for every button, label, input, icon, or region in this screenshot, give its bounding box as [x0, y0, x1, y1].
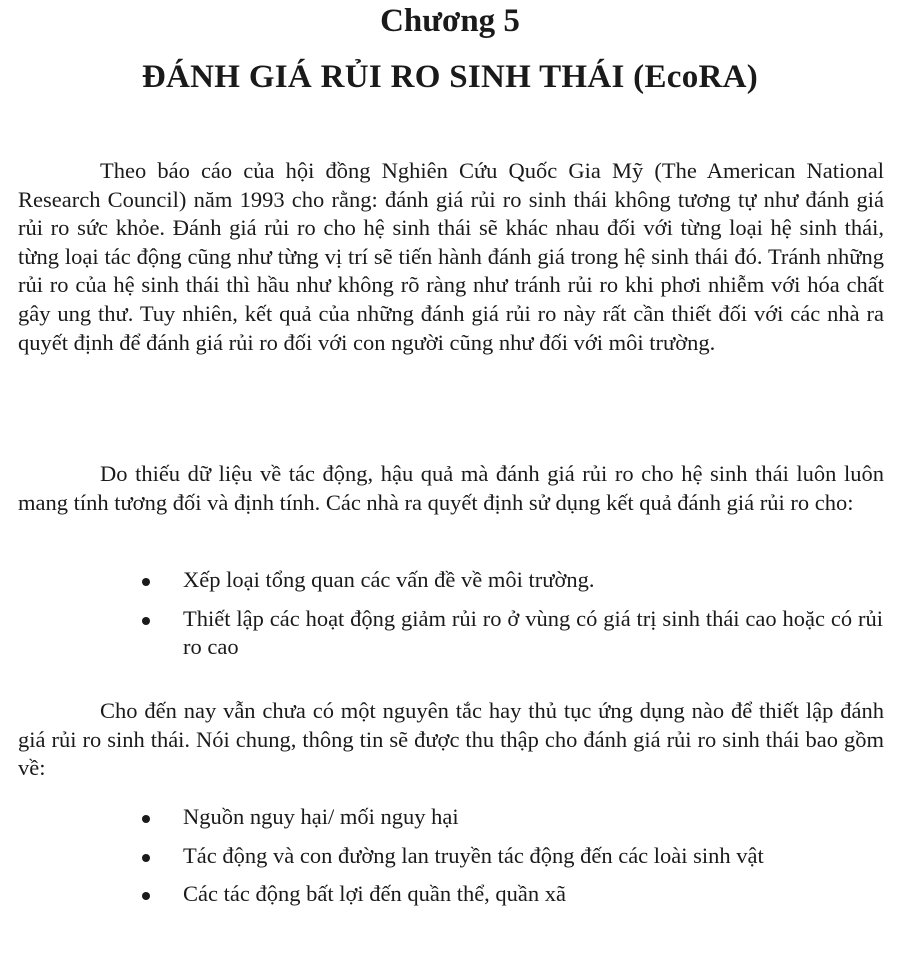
list-item-text: Tác động và con đường lan truyền tác động đến các loài sinh vật [183, 842, 764, 868]
list-item [0, 842, 883, 871]
list-item-text: Nguồn nguy hại/ mối nguy hại [183, 804, 459, 829]
list-item [0, 803, 883, 832]
bullet-icon [142, 617, 150, 625]
chapter-number: Chương 5 [380, 3, 520, 39]
bullet-icon [142, 578, 150, 586]
bullet-icon [142, 815, 150, 823]
list-item [0, 566, 883, 595]
bullet-icon [142, 854, 150, 862]
bullet-list-uses [0, 566, 900, 672]
bullet-icon [142, 892, 150, 900]
list-item-text: Xếp loại tổng quan các vấn đề về môi trường. [183, 567, 595, 592]
bullet-list-information [0, 803, 900, 919]
list-item-text: Các tác động bất lợi đến quần thể, quần xã [183, 881, 567, 907]
paragraph-intro: Theo báo cáo của hội đồng Nghiên Cứu Quốc Gia Mỹ (The American National Research Council) năm 1993 cho rằng: đánh giá rủi ro sinh thái không tương tự như đánh giá rủi ro sức khỏe. Đánh giá rủi ro cho hệ sinh thái sẽ khác nhau đối với từng loại hệ sinh thái, từng loại tác động cũng như từng vị trí sẽ tiến hành đánh giá trong hệ sinh thái đó. Tránh những rủi ro của hệ sinh thái thì hầu như không rõ ràng như tránh rủi ro khi phơi nhiễm với hóa chất gây ung thư. Tuy nhiên, kết quả của những đánh giá rủi ro này rất cần thiết đối với các nhà ra quyết định để đánh giá rủi ro đối với con người cũng như đối với môi trường. [18, 158, 884, 355]
list-item-text: Thiết lập các hoạt động giảm rủi ro ở vùng có giá trị sinh thái cao hoặc có rủi ro cao [183, 605, 883, 660]
chapter-title: ĐÁNH GIÁ RỦI RO SINH THÁI (EcoRA) [141, 59, 759, 95]
list-item [0, 605, 883, 662]
paragraph-data-gaps: Do thiếu dữ liệu về tác động, hậu quả mà đánh giá rủi ro cho hệ sinh thái luôn luôn mang tính tương đối và định tính. Các nhà ra quyết định sử dụng kết quả đánh giá rủi ro cho: [18, 461, 884, 515]
paragraph-information: Cho đến nay vẫn chưa có một nguyên tắc hay thủ tục ứng dụng nào để thiết lập đánh giá rủi ro sinh thái. Nói chung, thông tin sẽ được thu thập cho đánh giá rủi ro sinh thái bao gồm về: [18, 698, 884, 781]
list-item [0, 880, 883, 909]
